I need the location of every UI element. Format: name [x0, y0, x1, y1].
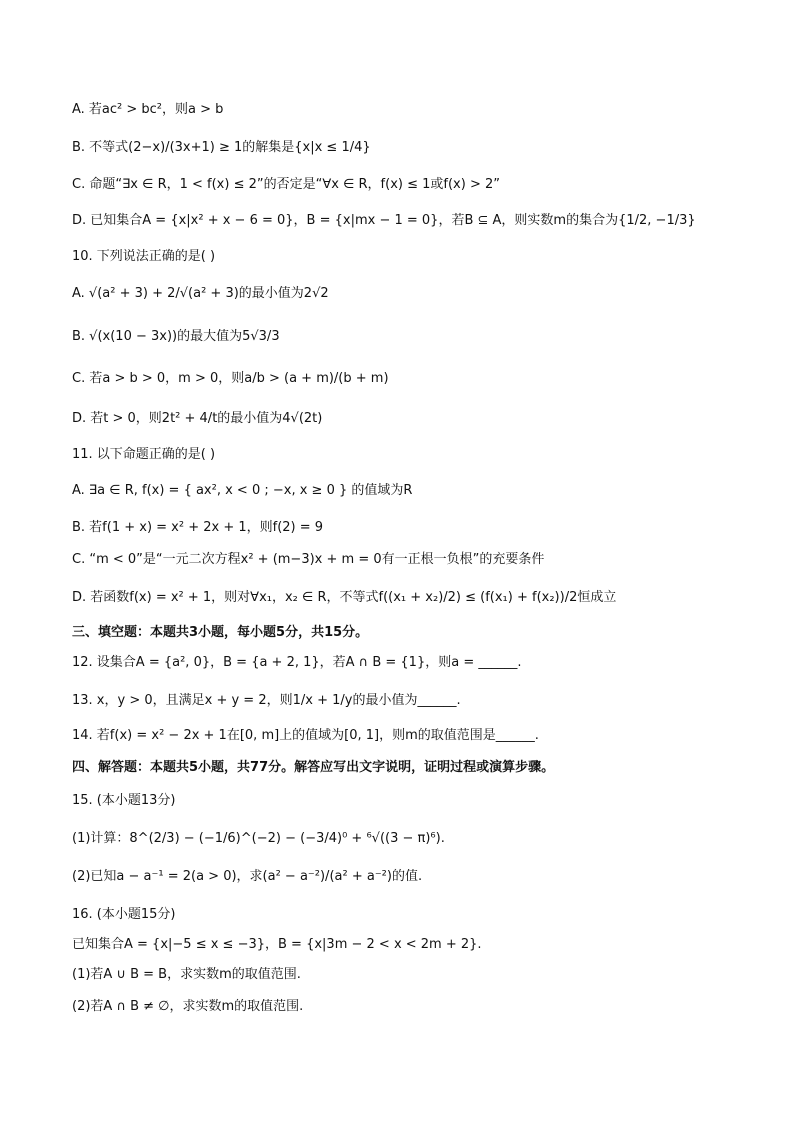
option-10c: C. 若a > b > 0，m > 0，则a/b > (a + m)/(b + m)	[72, 371, 389, 386]
question-11: 11. 以下命题正确的是( )	[72, 447, 216, 462]
question-10: 10. 下列说法正确的是( )	[72, 249, 216, 264]
option-10a: A. √(a² + 3) + 2/√(a² + 3)的最小值为2√2	[72, 286, 329, 301]
question-14: 14. 若f(x) = x² − 2x + 1在[0, m]上的值域为[0, 1]，则m的取值范围是______.	[72, 728, 539, 743]
option-9b: B. 不等式(2−x)/(3x+1) ≥ 1的解集是{x|x ≤ 1/4}	[72, 140, 371, 155]
question-15-part-2: (2)已知a − a⁻¹ = 2(a > 0)，求(a² − a⁻²)/(a² + a⁻²)的值.	[72, 869, 423, 884]
option-9c: C. 命题“∃x ∈ R，1 < f(x) ≤ 2”的否定是“∀x ∈ R，f(x) ≤ 1或f(x) > 2”	[72, 177, 500, 192]
option-10b: B. √(x(10 − 3x))的最大值为5√3/3	[72, 329, 280, 344]
question-16-heading: 16. (本小题15分)	[72, 907, 176, 922]
question-16-stem: 已知集合A = {x|−5 ≤ x ≤ −3}，B = {x|3m − 2 < x < 2m + 2}.	[72, 937, 482, 952]
option-11a: A. ∃a ∈ R, f(x) = { ax², x < 0 ; −x, x ≥ 0 } 的值域为R	[72, 483, 413, 498]
question-15-heading: 15. (本小题13分)	[72, 793, 176, 808]
question-16-part-2: (2)若A ∩ B ≠ ∅，求实数m的取值范围.	[72, 999, 304, 1014]
option-10d: D. 若t > 0，则2t² + 4/t的最小值为4√(2t)	[72, 411, 323, 426]
option-9d: D. 已知集合A = {x|x² + x − 6 = 0}，B = {x|mx − 1 = 0}，若B ⊆ A，则实数m的集合为{1/2, −1/3}	[72, 213, 696, 228]
option-9a: A. 若ac² > bc²，则a > b	[72, 102, 224, 117]
question-12: 12. 设集合A = {a², 0}，B = {a + 2, 1}，若A ∩ B = {1}，则a = ______.	[72, 655, 522, 670]
option-11d: D. 若函数f(x) = x² + 1，则对∀x₁，x₂ ∈ R，不等式f((x₁ + x₂)/2) ≤ (f(x₁) + f(x₂))/2恒成立	[72, 590, 617, 605]
question-16-part-1: (1)若A ∪ B = B，求实数m的取值范围.	[72, 967, 301, 982]
section-solve-heading: 四、解答题：本题共5小题，共77分。解答应写出文字说明，证明过程或演算步骤。	[72, 760, 555, 775]
option-11b: B. 若f(1 + x) = x² + 2x + 1，则f(2) = 9	[72, 520, 324, 535]
option-11c: C. “m < 0”是“一元二次方程x² + (m−3)x + m = 0有一正根一负根”的充要条件	[72, 552, 545, 567]
question-15-part-1: (1)计算：8^(2/3) − (−1/6)^(−2) − (−3/4)⁰ + ⁶√((3 − π)⁶).	[72, 831, 445, 846]
question-13: 13. x，y > 0，且满足x + y = 2，则1/x + 1/y的最小值为______.	[72, 693, 461, 708]
section-fill-in-heading: 三、填空题：本题共3小题，每小题5分，共15分。	[72, 625, 369, 640]
